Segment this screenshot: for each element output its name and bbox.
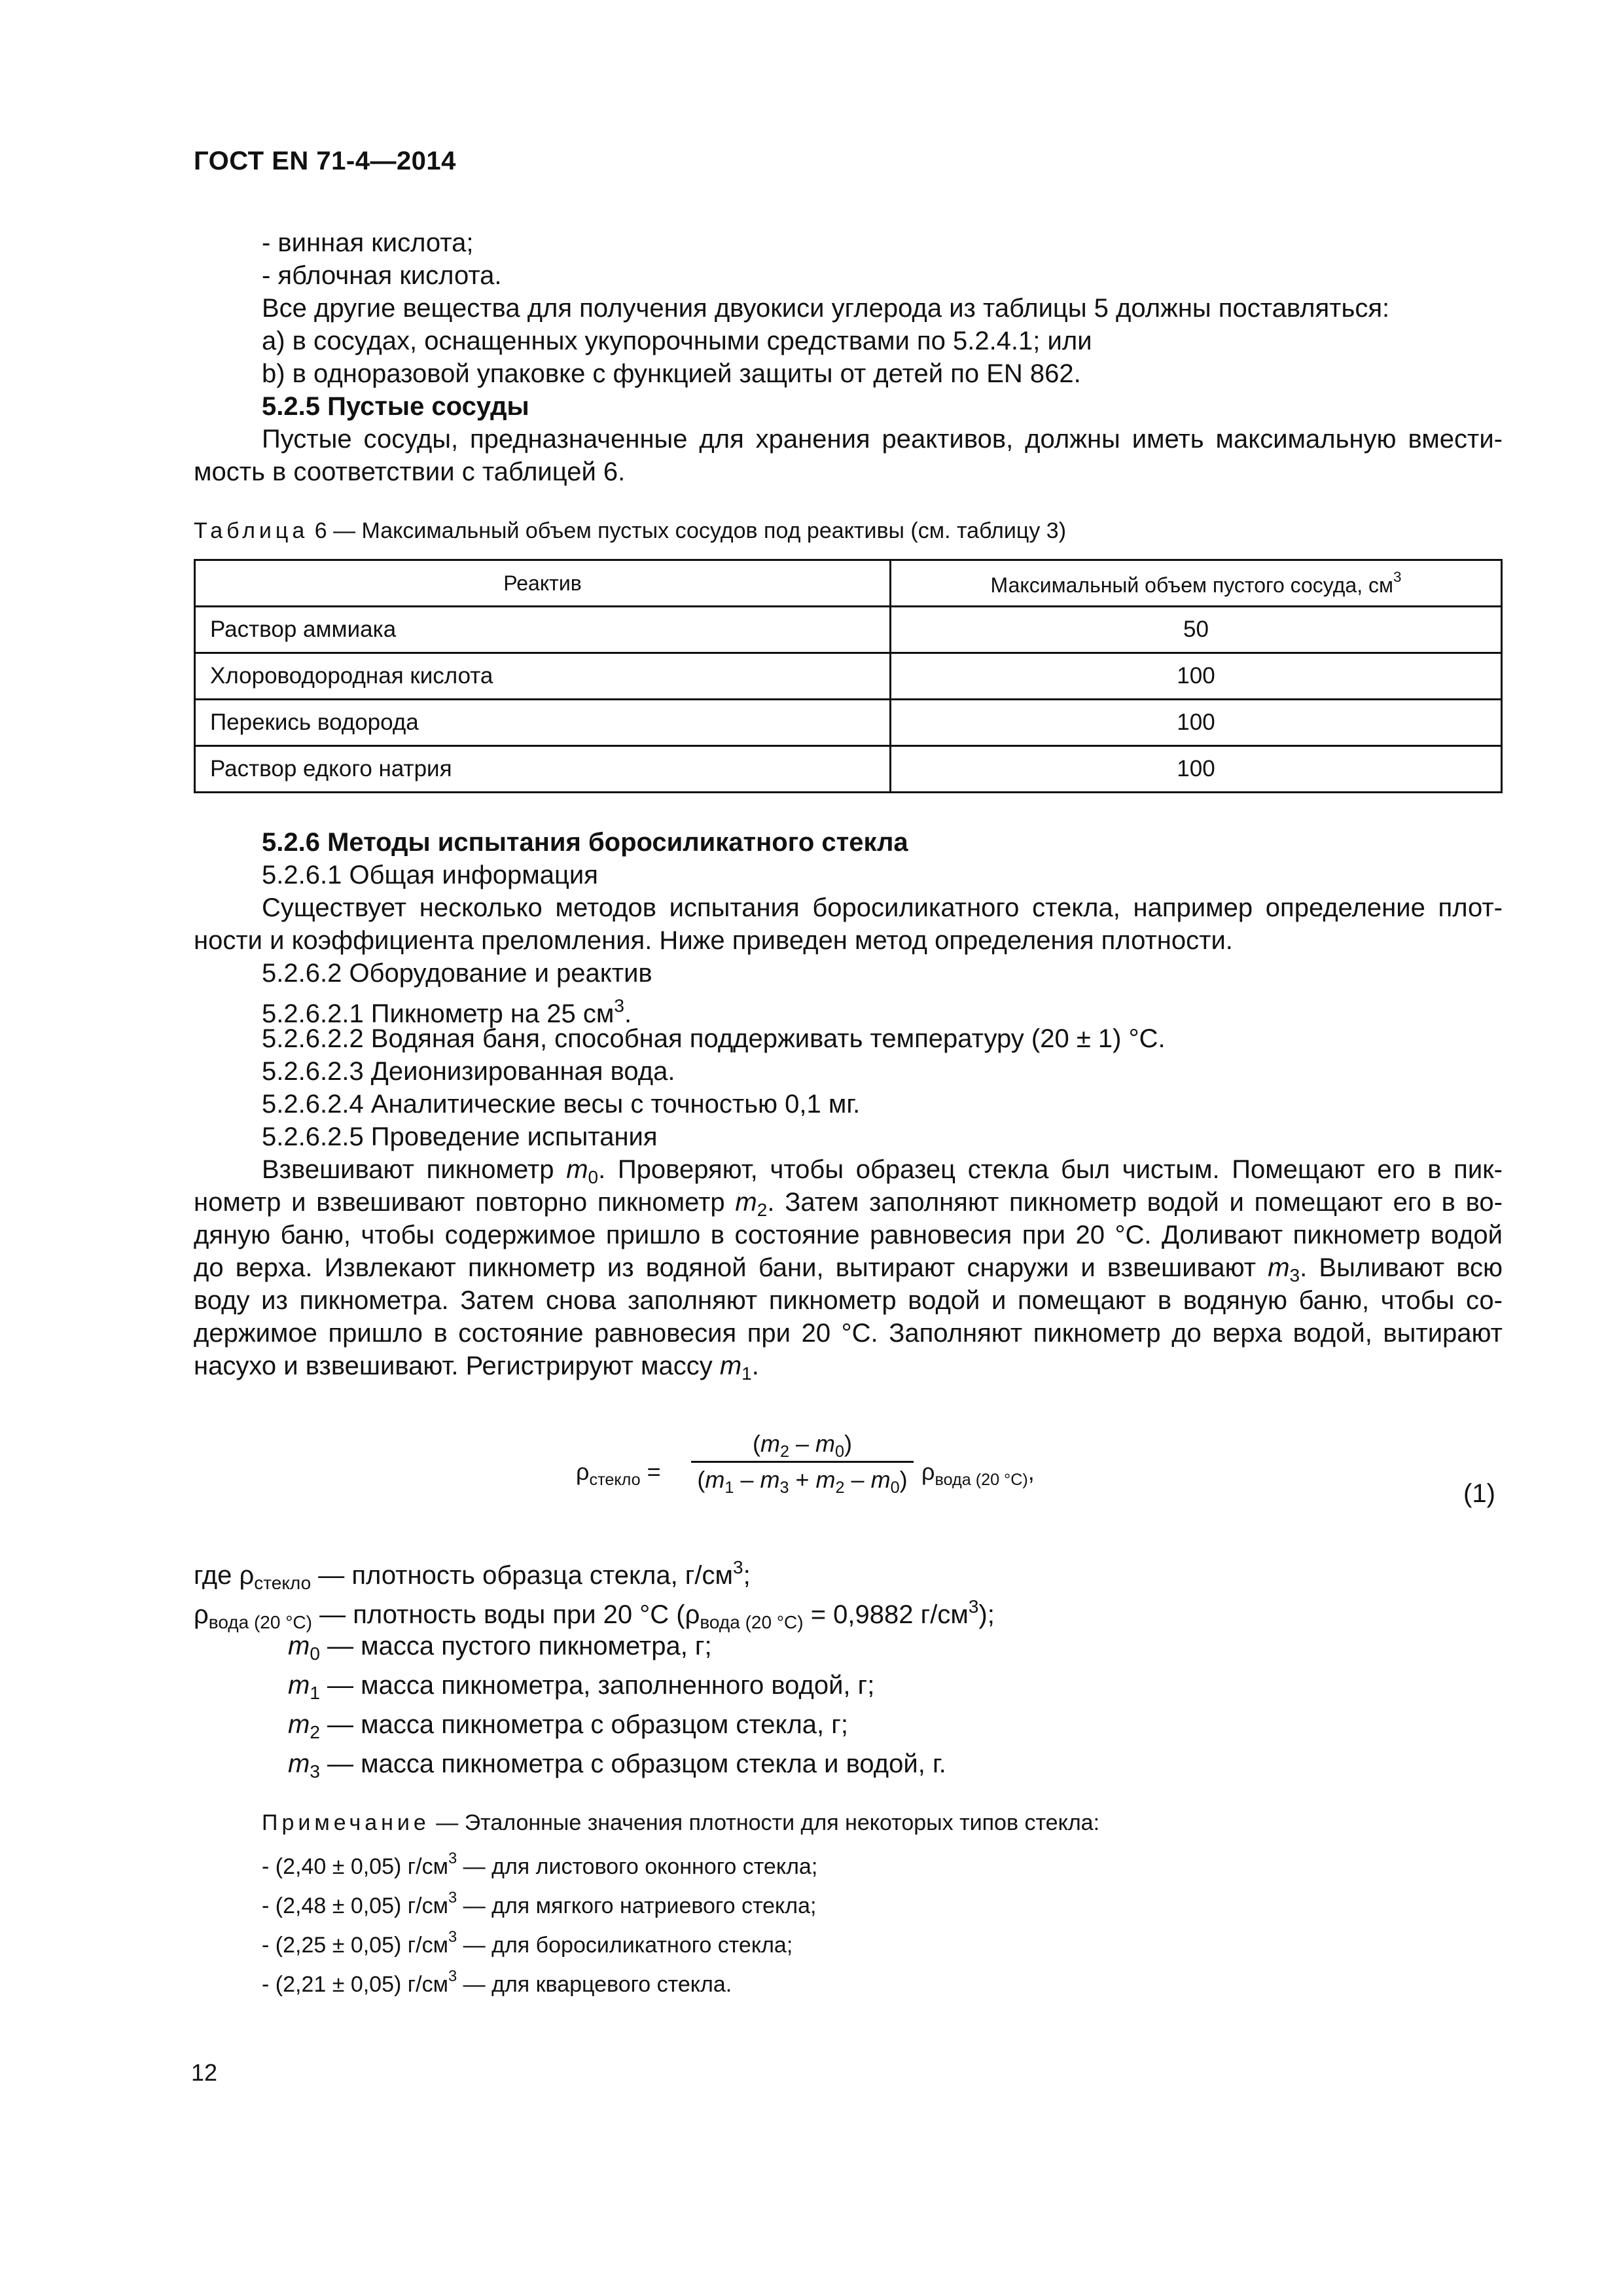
table-row <box>195 700 1502 746</box>
symbol-m: m <box>719 1352 742 1380</box>
symbol-m: m <box>870 1466 891 1493</box>
subscript: стекло <box>254 1573 312 1593</box>
text: - (2,48 ± 0,05) г/см <box>262 1893 448 1918</box>
subscript: 3 <box>310 1761 320 1782</box>
subsection-heading: 5.2.6.2.5 Проведение испытания <box>262 1122 658 1151</box>
column-header-volume-text: Максимальный объем пустого сосуда, см <box>990 573 1393 597</box>
subsection-heading: 5.2.6.2 Оборудование и реактив <box>262 959 652 988</box>
where-line <box>288 1630 712 1670</box>
text: — плотность образца стекла, г/см <box>311 1561 734 1590</box>
formula-lhs <box>576 1458 661 1490</box>
table-caption <box>194 518 1066 544</box>
subscript: 0 <box>310 1643 320 1664</box>
list-item: a) в сосудах, оснащенных укупорочными средствами по 5.2.4.1; или <box>262 327 1092 355</box>
symbol-m: m <box>735 1188 757 1217</box>
superscript: 3 <box>968 1596 979 1617</box>
subscript: вода (20 °C) <box>208 1612 312 1632</box>
text: где <box>194 1561 240 1590</box>
list-item: b) в одноразовой упаковке с функцией защиты от детей по EN 862. <box>262 359 1081 388</box>
note-item <box>262 1850 817 1880</box>
table-header-row <box>195 560 1502 607</box>
subscript: вода (20 °C) <box>935 1471 1028 1489</box>
section-heading: 5.2.6 Методы испытания боросиликатного стекла <box>262 828 908 857</box>
text: . Затем заполняют пикнометр водой и помещают его в во- <box>767 1188 1503 1217</box>
where-line <box>288 1708 848 1749</box>
subscript: стекло <box>589 1471 641 1489</box>
symbol-rho: ρ <box>194 1600 209 1629</box>
symbol-m: m <box>705 1466 725 1493</box>
where-line <box>288 1748 946 1788</box>
text: — масса пустого пикнометра, г; <box>319 1632 712 1660</box>
text: — для кварцевого стекла. <box>457 1972 732 1997</box>
text: — масса пикнометра, заполненного водой, г; <box>319 1671 875 1700</box>
symbol-m: m <box>815 1466 836 1493</box>
paren: ) <box>899 1466 908 1493</box>
procedure-line: держимое пришло в состояние равновесия при 20 °C. Заполняют пикнометр до верха водой, вытирают <box>194 1319 1503 1348</box>
subscript: 3 <box>1289 1265 1300 1285</box>
procedure-line: воду из пикнометра. Затем снова заполняют пикнометр водой и помещают в водяную баню, чтобы со- <box>194 1286 1503 1315</box>
subscript: 0 <box>890 1479 900 1497</box>
formula-numerator <box>691 1427 914 1461</box>
note-text: — Эталонные значения плотности для некоторых типов стекла: <box>429 1810 1100 1835</box>
density-formula <box>576 1427 1073 1512</box>
superscript: 3 <box>448 1928 457 1946</box>
subsection-item: 5.2.6.2.3 Деионизированная вода. <box>262 1057 675 1086</box>
text: — для мягкого натриевого стекла; <box>457 1893 817 1918</box>
paragraph-line: мость в соответствии с таблицей 6. <box>194 457 626 486</box>
table-row <box>195 653 1502 700</box>
symbol-rho: ρ <box>576 1458 590 1485</box>
equals-sign: = <box>640 1458 661 1485</box>
symbol-m: m <box>288 1632 310 1660</box>
text: насухо и взвешивают. Регистрируют массу <box>194 1352 720 1380</box>
text: — плотность воды при 20 °C ( <box>312 1600 685 1629</box>
symbol-m: m <box>288 1710 310 1739</box>
subscript: 1 <box>741 1363 752 1384</box>
subscript: 2 <box>757 1200 768 1220</box>
subscript: 0 <box>835 1443 845 1461</box>
column-header-volume <box>891 560 1502 607</box>
table-caption-label: Таблица <box>194 518 309 543</box>
superscript: 3 <box>1393 569 1402 585</box>
paren: ( <box>697 1466 705 1493</box>
reagent-cell: Хлороводородная кислота <box>195 653 891 700</box>
symbol-rho: ρ <box>239 1561 255 1590</box>
document-header: ГОСТ EN 71-4—2014 <box>194 147 456 175</box>
symbol-rho: ρ <box>921 1458 935 1485</box>
subscript: вода (20 °C) <box>700 1612 804 1632</box>
punctuation: , <box>1027 1458 1035 1485</box>
punctuation: ; <box>743 1561 751 1590</box>
where-line <box>288 1669 874 1710</box>
minus-sign: – <box>734 1466 760 1493</box>
symbol-m: m <box>760 1466 780 1493</box>
note-label: Примечание <box>262 1810 430 1835</box>
paren: ) <box>844 1430 853 1457</box>
subscript: 1 <box>310 1683 320 1703</box>
formula-rhs <box>921 1458 1035 1490</box>
text: Взвешивают пикнометр <box>262 1155 567 1184</box>
note-item <box>262 1967 732 1998</box>
text: . Проверяют, чтобы образец стекла был чистым. Помещают его в пик- <box>598 1155 1503 1184</box>
paragraph-line: ности и коэффициента преломления. Ниже приведен метод определения плотности. <box>194 926 1233 955</box>
paren: ( <box>752 1430 760 1457</box>
text: — масса пикнометра с образцом стекла, г; <box>319 1710 848 1739</box>
volume-cell: 100 <box>891 653 1502 700</box>
table-6 <box>194 559 1503 793</box>
plus-sign: + <box>789 1466 816 1493</box>
column-header-reagent: Реактив <box>195 560 891 607</box>
table-caption-text: 6 — Максимальный объем пустых сосудов под реактивы (см. таблицу 3) <box>308 518 1067 543</box>
volume-cell: 50 <box>891 607 1502 653</box>
note-item <box>262 1928 793 1958</box>
subscript: 0 <box>588 1167 599 1187</box>
text: — для листового оконного стекла; <box>457 1854 818 1879</box>
text: - (2,21 ± 0,05) г/см <box>262 1972 448 1997</box>
table-row <box>195 607 1502 653</box>
table-row <box>195 746 1502 793</box>
reagent-cell: Раствор аммиака <box>195 607 891 653</box>
note-heading <box>262 1810 1099 1836</box>
equation-number: (1) <box>1463 1479 1495 1508</box>
text: - (2,25 ± 0,05) г/см <box>262 1933 448 1958</box>
volume-cell: 100 <box>891 746 1502 793</box>
volume-cell: 100 <box>891 700 1502 746</box>
page-number: 12 <box>191 2059 218 2086</box>
symbol-m: m <box>288 1749 310 1778</box>
subscript: 1 <box>724 1479 734 1497</box>
list-item: - винная кислота; <box>262 228 474 257</box>
text: до верха. Извлекают пикнометр из водяной бани, вытирают снаружи и взвешивают <box>194 1253 1268 1282</box>
superscript: 3 <box>448 1889 457 1907</box>
procedure-line <box>194 1350 759 1390</box>
punctuation: ); <box>978 1600 995 1629</box>
subscript: 2 <box>310 1722 320 1742</box>
section-heading: 5.2.5 Пустые сосуды <box>262 392 529 421</box>
punctuation: . <box>624 999 632 1028</box>
formula-denominator <box>691 1463 914 1497</box>
symbol-m: m <box>566 1155 588 1184</box>
minus-sign: – <box>844 1466 871 1493</box>
symbol-m: m <box>288 1671 310 1700</box>
reagent-cell: Перекись водорода <box>195 700 891 746</box>
text: — для боросиликатного стекла; <box>457 1933 793 1958</box>
note-item <box>262 1889 817 1919</box>
subscript: 3 <box>779 1479 789 1497</box>
text: = 0,9882 г/см <box>803 1600 969 1629</box>
subsection-item: 5.2.6.2.2 Водяная баня, способная поддерживать температуру (20 ± 1) °C. <box>262 1024 1166 1053</box>
text: — масса пикнометра с образцом стекла и водой, г. <box>319 1749 946 1778</box>
text: . <box>751 1352 759 1380</box>
paragraph-line: Пустые сосуды, предназначенные для хранения реактивов, должны иметь максимальную вмести- <box>262 425 1503 454</box>
superscript: 3 <box>448 1967 457 1985</box>
formula-fraction <box>691 1427 914 1497</box>
superscript: 3 <box>448 1850 457 1867</box>
text: . Выливают всю <box>1300 1253 1503 1282</box>
paragraph: Все другие вещества для получения двуокиси углерода из таблицы 5 должны поставляться: <box>262 294 1390 323</box>
text: нометр и взвешивают повторно пикнометр <box>194 1188 736 1217</box>
text: - (2,40 ± 0,05) г/см <box>262 1854 448 1879</box>
list-item: - яблочная кислота. <box>262 261 502 290</box>
subsection-heading: 5.2.6.1 Общая информация <box>262 861 598 889</box>
superscript: 3 <box>614 996 624 1016</box>
subscript: 2 <box>835 1479 845 1497</box>
symbol-m: m <box>815 1430 836 1457</box>
subscript: 2 <box>779 1443 789 1461</box>
symbol-m: m <box>1268 1253 1290 1282</box>
superscript: 3 <box>733 1557 743 1577</box>
symbol-m: m <box>760 1430 780 1457</box>
subsection-item-text: 5.2.6.2.1 Пикнометр на 25 см <box>262 999 615 1028</box>
symbol-rho: ρ <box>685 1600 700 1629</box>
procedure-line: дяную баню, чтобы содержимое пришло в состояние равновесия при 20 °C. Доливают пикнометр водой <box>194 1221 1503 1249</box>
subsection-item: 5.2.6.2.4 Аналитические весы с точностью 0,1 мг. <box>262 1090 861 1119</box>
paragraph-line: Существует несколько методов испытания боросиликатного стекла, например определение плот- <box>262 893 1503 922</box>
reagent-cell: Раствор едкого натрия <box>195 746 891 793</box>
minus-sign: – <box>789 1430 816 1457</box>
